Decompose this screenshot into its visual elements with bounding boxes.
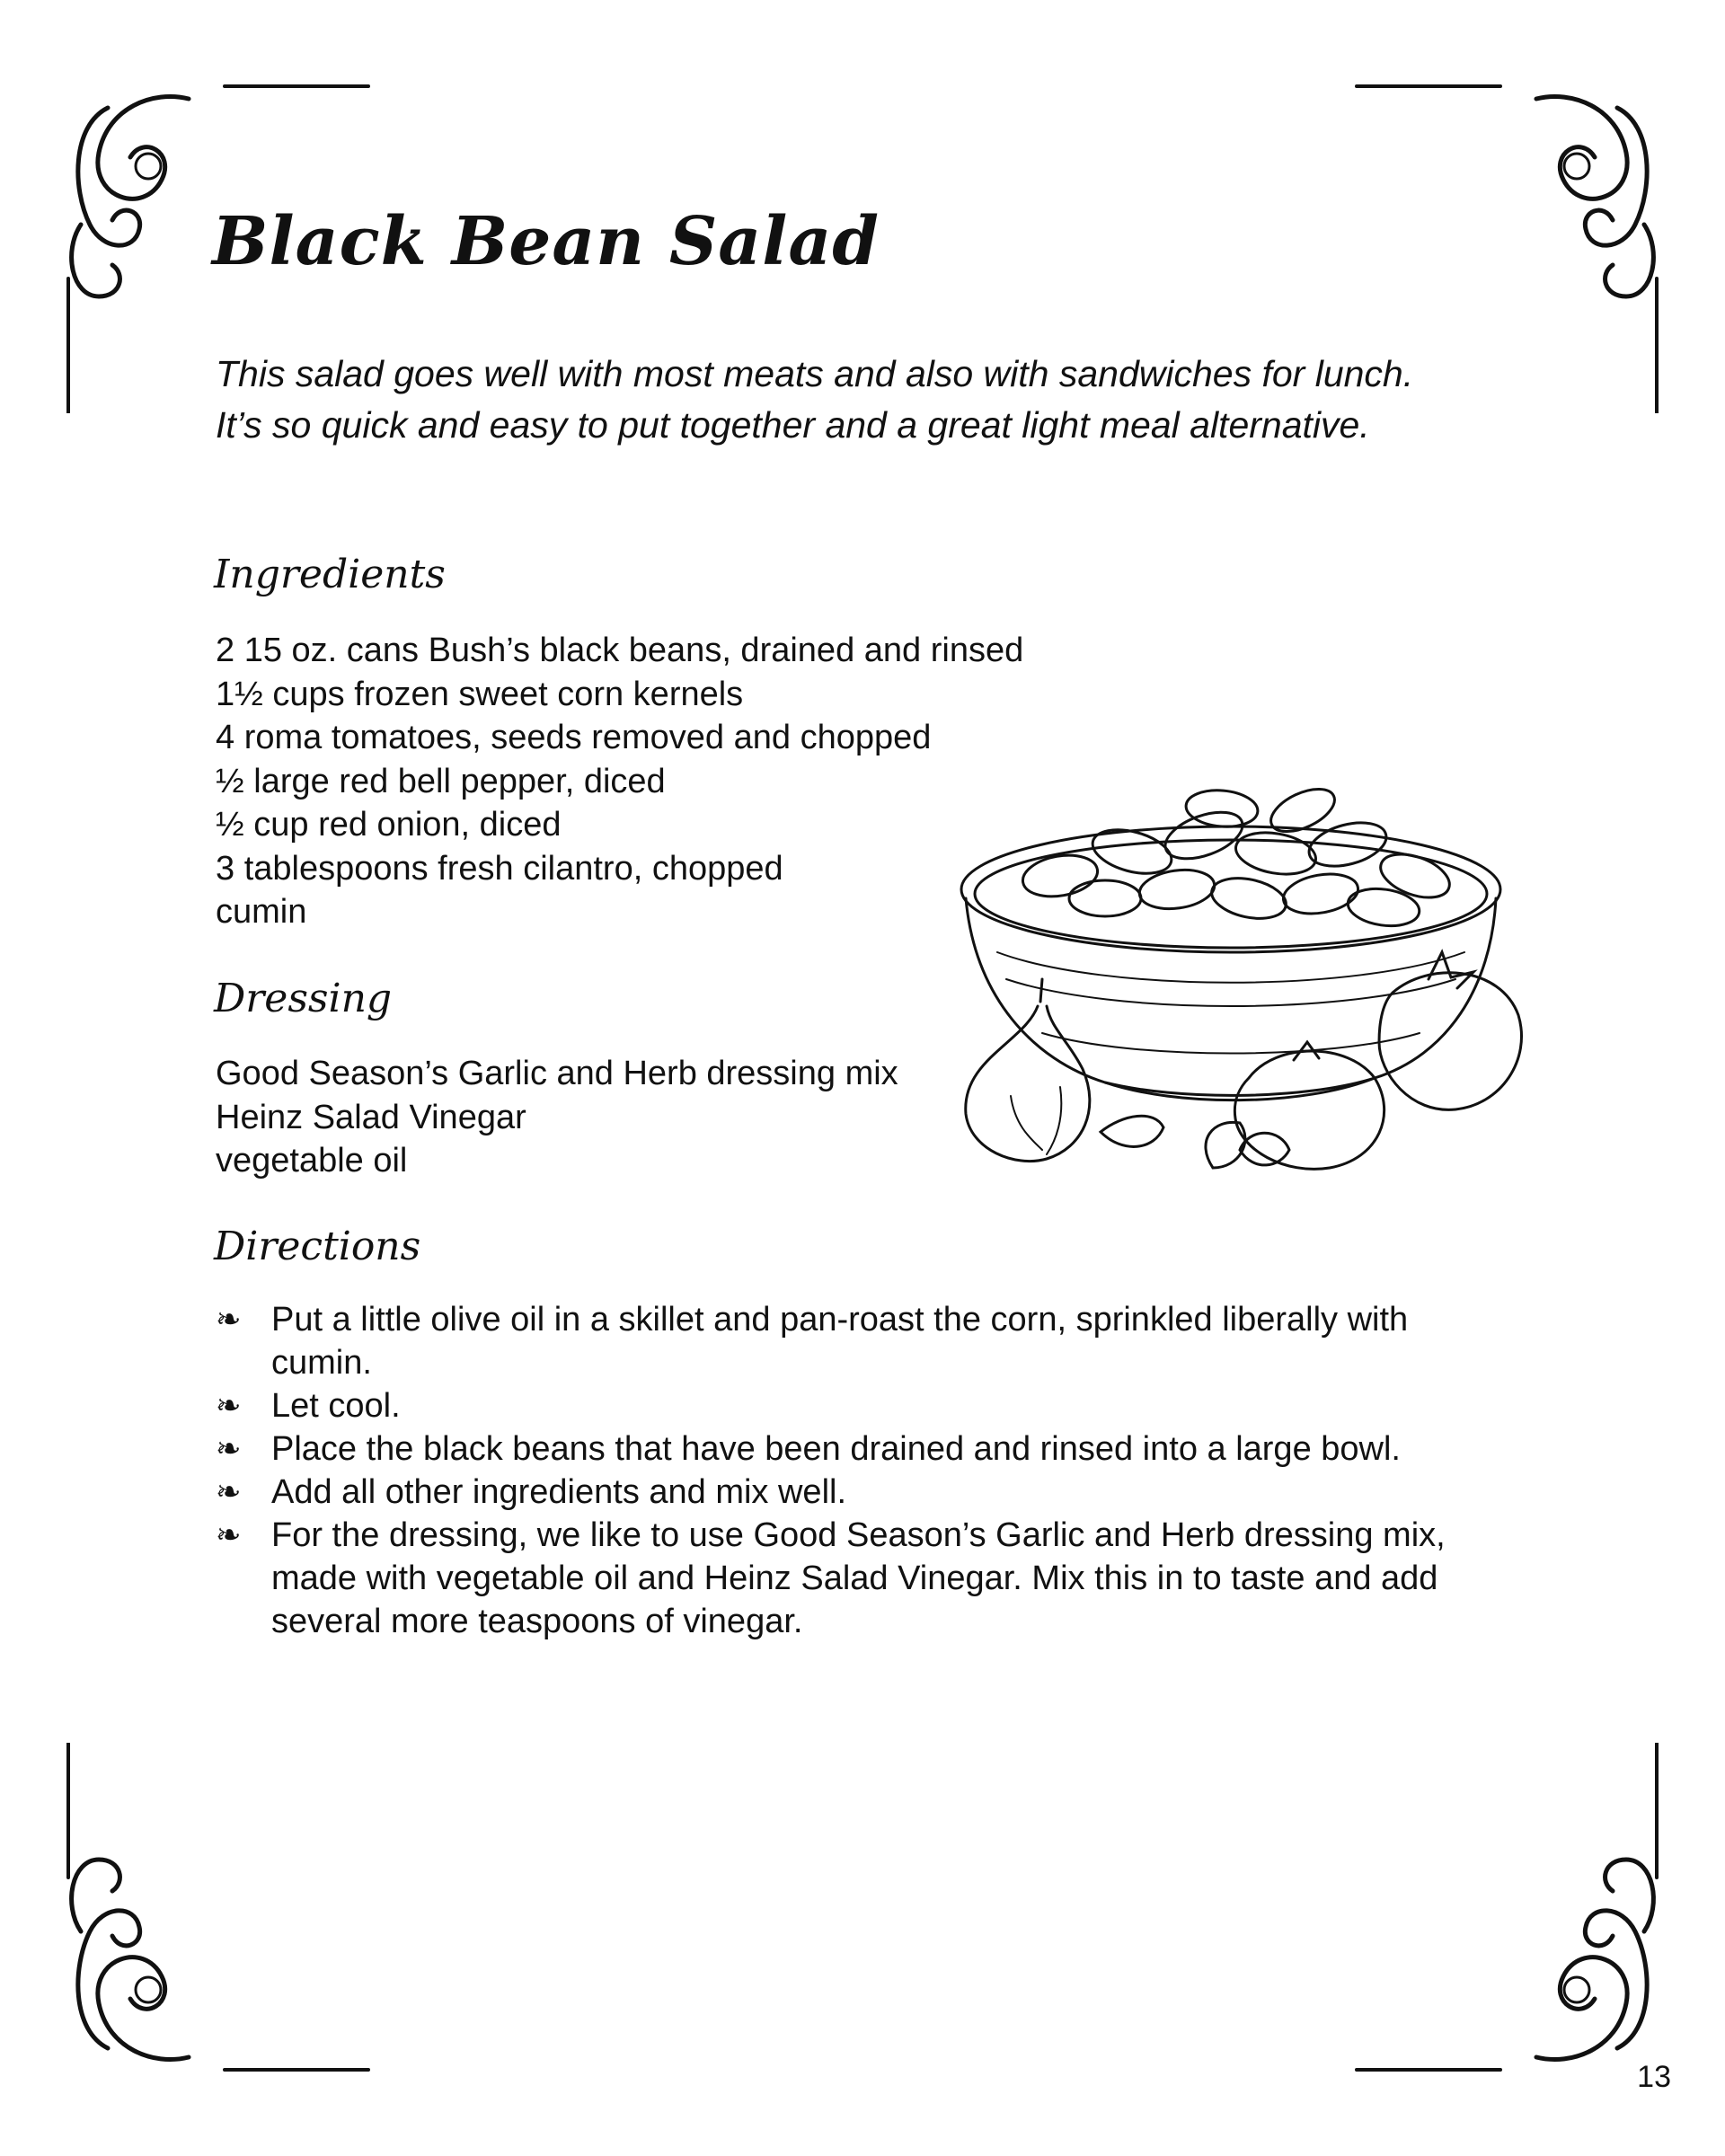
recipe-title: Black Bean Salad xyxy=(212,203,880,280)
leaf-bullet-icon: ❧ xyxy=(216,1303,242,1337)
ingredient-item: ½ large red bell pepper, diced xyxy=(216,762,666,800)
direction-step xyxy=(216,1427,1491,1471)
page-number: 13 xyxy=(1637,2060,1671,2094)
ingredient-item: ½ cup red onion, diced xyxy=(216,806,562,844)
bean-bowl-illustration xyxy=(925,773,1536,1204)
dressing-list xyxy=(216,1052,898,1183)
garlic-icon xyxy=(966,979,1163,1162)
recipe-intro: This salad goes well with most meats and also with sandwiches for lunch. It’s so quick and easy to put together and a great light meal alternative. xyxy=(216,353,1414,446)
direction-text: Let cool. xyxy=(271,1387,401,1425)
direction-text: Put a little olive oil in a skillet and pan-roast the corn, sprinkled liberally with cumin. xyxy=(271,1301,1409,1382)
tomato-icon xyxy=(1234,1042,1384,1169)
ingredient-item: 3 tablespoons fresh cilantro, chopped xyxy=(216,849,783,888)
ingredient-item: 2 15 oz. cans Bush’s black beans, drained and rinsed xyxy=(216,632,1024,669)
ingredients-heading: Ingredients xyxy=(214,552,446,597)
leaf-bullet-icon: ❧ xyxy=(216,1518,242,1552)
direction-step xyxy=(216,1298,1491,1384)
ingredient-item: 4 roma tomatoes, seeds removed and chopped xyxy=(216,719,932,756)
directions-heading: Directions xyxy=(214,1224,421,1269)
leaf-bullet-icon: ❧ xyxy=(216,1475,242,1509)
ingredient-item: cumin xyxy=(216,893,307,931)
dressing-item: Good Season’s Garlic and Herb dressing mix xyxy=(216,1055,898,1092)
flourish-corner-icon xyxy=(54,1743,395,2084)
flourish-corner-icon xyxy=(1330,1743,1671,2084)
direction-step xyxy=(216,1384,1491,1427)
beans-icon xyxy=(1020,781,1455,931)
dressing-item: vegetable oil xyxy=(216,1142,408,1180)
directions-list xyxy=(216,1298,1491,1643)
tomato-icon xyxy=(1379,952,1522,1109)
ingredient-item: 1½ cups frozen sweet corn kernels xyxy=(216,675,744,713)
leaf-bullet-icon: ❧ xyxy=(216,1389,242,1423)
dressing-heading: Dressing xyxy=(214,976,393,1021)
basil-leaf-icon xyxy=(1206,1122,1289,1168)
direction-step xyxy=(216,1471,1491,1514)
direction-step xyxy=(216,1514,1491,1643)
bowl-icon xyxy=(961,826,1500,1100)
direction-text: Add all other ingredients and mix well. xyxy=(271,1473,847,1511)
dressing-item: Heinz Salad Vinegar xyxy=(216,1098,526,1136)
ingredients-list xyxy=(216,629,1023,934)
direction-text: For the dressing, we like to use Good Season’s Garlic and Herb dressing mix, made with vegetable oil and Heinz Salad Vinegar. Mix this in to taste and add several more teaspoons of vinegar. xyxy=(271,1516,1446,1640)
leaf-bullet-icon: ❧ xyxy=(216,1432,242,1466)
direction-text: Place the black beans that have been drained and rinsed into a large bowl. xyxy=(271,1430,1401,1468)
